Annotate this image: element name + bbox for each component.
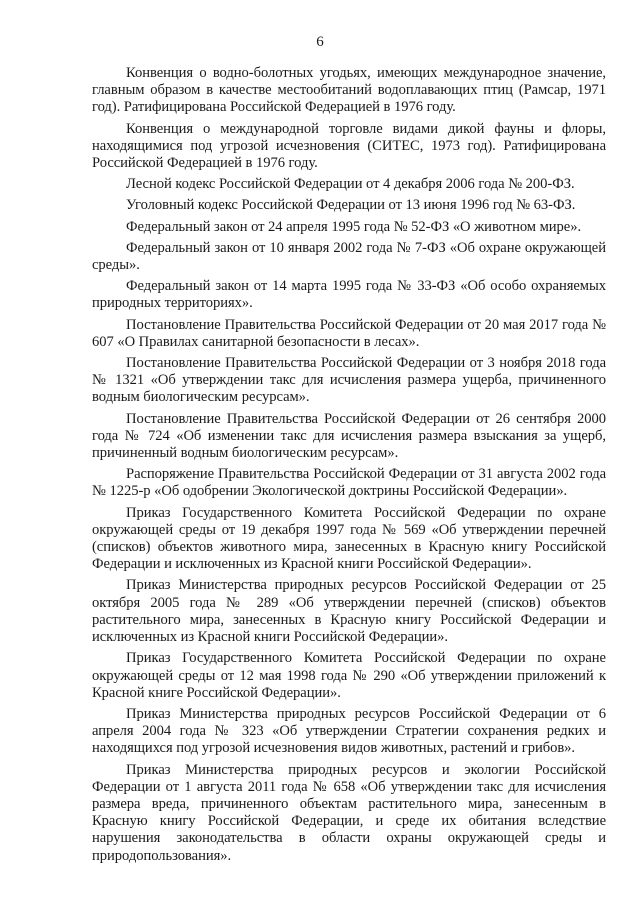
paragraph-cites-convention: Конвенция о международной торговле видами дикой фауны и флоры, находящимися под угрозой исчезновения (СИТЕС, 1973 год). Ратифицирована Российской Федерацией в 1976 году. — [92, 120, 606, 172]
paragraph-order-289: Приказ Министерства природных ресурсов Российской Федерации от 25 октября 2005 года № 289 «Об утверждении перечней (списков) объектов растительного мира, занесенных в Красную книгу Российской Федерации и исключенных из Красной книги Российской Федерации». — [92, 577, 606, 646]
paragraph-resolution-607: Постановление Правительства Российской Федерации от 20 мая 2017 года № 607 «О Правилах санитарной безопасности в лесах». — [92, 316, 606, 350]
paragraph-resolution-724: Постановление Правительства Российской Федерации от 26 сентября 2000 года № 724 «Об изменении такс для исчисления размера взыскания за ущерб, причиненный водным биологическим ресурсам». — [92, 410, 606, 462]
paragraph-order-658: Приказ Министерства природных ресурсов и экологии Российской Федерации от 1 августа 2011 года № 658 «Об утверждении такс для исчисления размера вреда, причиненного объектам растительного мира, занесенным в Красную книгу Российской Федерации, и среде их обитания вследствие нарушения законодательства в области охраны окружающей среды и природопользования». — [92, 761, 606, 864]
paragraph-law-protected-areas: Федеральный закон от 14 марта 1995 года № 33-ФЗ «Об особо охраняемых природных территориях». — [92, 278, 606, 312]
document-body — [92, 65, 606, 869]
paragraph-resolution-1321: Постановление Правительства Российской Федерации от 3 ноября 2018 года № 1321 «Об утверждении такс для исчисления размера ущерба, причиненного водным биологическим ресурсам». — [92, 355, 606, 406]
paragraph-law-environment: Федеральный закон от 10 января 2002 года № 7-ФЗ «Об охране окружающей среды». — [92, 239, 606, 274]
paragraph-forest-code: Лесной кодекс Российской Федерации от 4 декабря 2006 года № 200-ФЗ. — [126, 176, 575, 193]
paragraph-criminal-code: Уголовный кодекс Российской Федерации от 13 июня 1996 год № 63-ФЗ. — [126, 197, 576, 214]
paragraph-law-wildlife: Федеральный закон от 24 апреля 1995 года № 52-ФЗ «О животном мире». — [126, 218, 582, 235]
paragraph-ramsar-convention: Конвенция о водно-болотных угодьях, имеющих международное значение, главным образом в качестве местообитаний водоплавающих птиц (Рамсар, 1971 год). Ратифицирована Российской Федерацией в 1976 году. — [92, 65, 606, 116]
paragraph-order-1225r: Распоряжение Правительства Российской Федерации от 31 августа 2002 года № 1225-р «Об одобрении Экологической доктрины Российской Федерации». — [92, 466, 606, 500]
page-number: 6 — [316, 34, 324, 50]
paragraph-order-290: Приказ Государственного Комитета Российской Федерации по охране окружающей среды от 12 мая 1998 года № 290 «Об утверждении приложений к Красной книге Российской Федерации». — [92, 650, 606, 701]
paragraph-order-323: Приказ Министерства природных ресурсов Российской Федерации от 6 апреля 2004 года № 323 «Об утверждении Стратегии сохранения редких и находящихся под угрозой исчезновения видов животных, растений и грибов». — [92, 705, 606, 757]
paragraph-order-569: Приказ Государственного Комитета Российской Федерации по охране окружающей среды от 19 декабря 1997 года № 569 «Об утверждении перечней (списков) объектов животного мира, занесенных в Красную книгу Российской Федерации и исключенных из Красной книги Российской Федерации». — [92, 504, 606, 573]
